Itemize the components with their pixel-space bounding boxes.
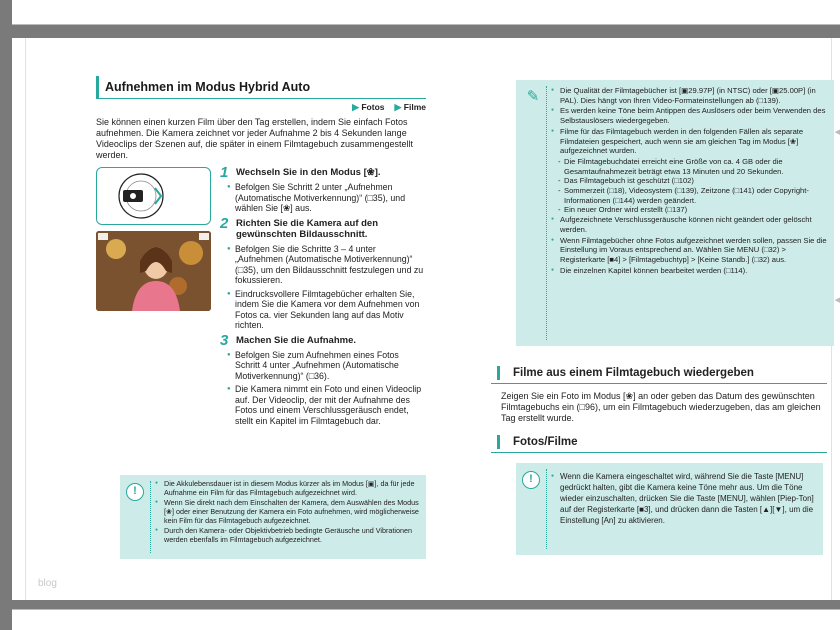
caution-box-left	[120, 475, 426, 559]
note-item: ● Filme für das Filmtagebuch werden in den folgenden Fällen als separate Filmdateien gespeichert, auch wenn sie am gleichen Tag im Modus [❀] aufgezeichnet wurden.	[550, 127, 828, 156]
step-title: Richten Sie die Kamera auf den gewünschten Bildausschnitt.	[236, 217, 379, 240]
steps-section	[96, 164, 426, 426]
note-item: ● Die Qualität der Filmtagebücher ist [▣29.97P] (in NTSC) oder [▣25.00P] (in PAL). Dies hängt von Ihren Video-Formateinstellungen ab (□139).	[550, 86, 828, 105]
caution-box-right	[516, 463, 823, 555]
left-column	[96, 76, 426, 426]
intro-paragraph: Sie können einen kurzen Film über den Tag erstellen, indem Sie einfach Fotos aufnehmen. Die Kamera zeichnet vor jeder Aufnahme 2 bis 4 Sekunden lange Videoclips der Szenen auf, die später in einem Filmtagebuch zusammengestellt werden.	[96, 117, 414, 160]
step-bullet: ● Befolgen Sie Schritt 2 unter „Aufnehmen (Automatische Motiverkennung)“ (□35), und wählen Sie [❀] aus.	[220, 182, 426, 214]
step-bullet: ● Befolgen Sie die Schritte 3 – 4 unter „Aufnehmen (Automatische Motiverkennung)“ (□35), um den Bildausschnitt festzulegen und zu fokussieren.	[220, 244, 426, 286]
note-item: ● Wenn Filmtagebücher ohne Fotos aufgezeichnet werden sollen, passen Sie die Einstellung im Voraus entsprechend an. Wählen Sie MENU (□32) > Registerkarte [■4] > [Filmtagebuchtyp] > [Keine Standb.] (□32) aus.	[550, 236, 828, 265]
note-item: ● Wenn Sie direkt nach dem Einschalten der Kamera, dem Auswählen des Modus [❀] oder einer Benutzung der Kamera ein Foto aufnehmen, wird möglicherweise kein Film für das Filmtagebuch aufgezeichnet.	[154, 498, 420, 525]
step-bullet: ● Befolgen Sie zum Aufnehmen eines Fotos Schritt 4 unter „Aufnehmen (Automatische Motiverkennung)“ (□36).	[220, 350, 426, 382]
previous-page-strip	[12, 0, 840, 25]
note-subitem: - Das Filmtagebuch ist geschützt (□102)	[550, 176, 828, 186]
mode-filme: ▶ Filme	[394, 102, 426, 112]
step-2	[220, 214, 426, 331]
tip-box-right	[516, 80, 834, 346]
next-page-strip	[12, 609, 840, 630]
step-number: 3	[220, 331, 229, 349]
document-page	[12, 38, 840, 600]
note-item: ● Durch den Kamera- oder Objektivbetrieb bedingte Geräusche und Vibrationen werden ebenfalls im Filmtagebuch aufgezeichnet.	[154, 526, 420, 544]
page-title: Aufnehmen im Modus Hybrid Auto	[96, 76, 426, 99]
step-title: Machen Sie die Aufnahme.	[236, 334, 357, 346]
note-item: ● Die einzelnen Kapitel können bearbeitet werden (□114).	[550, 266, 828, 276]
mode-dial-illustration	[96, 167, 211, 225]
step-bullet: ● Eindrucksvollere Filmtagebücher erhalten Sie, indem Sie die Kamera vor dem Aufnehmen von Fotos ca. vier Sekunden lang auf das Motiv richten.	[220, 289, 426, 331]
note-item: ● Es werden keine Töne beim Antippen des Auslösers oder beim Verwenden des Selbstauslösers wiedergegeben.	[550, 106, 828, 125]
step-number: 1	[220, 164, 229, 181]
sample-photo	[96, 231, 211, 311]
page-edge-arrow: ◀	[834, 297, 840, 304]
step-title: Wechseln Sie in den Modus [❀].	[236, 167, 381, 178]
play-paragraph: Zeigen Sie ein Foto im Modus [❀] an oder geben das Datum des gewünschten Filmtagebuchs ein (□96), um ein Filmtagebuch wiederzugeben, das am gleichen Tag erstellt wurde.	[501, 391, 821, 423]
sample-photo-image	[96, 231, 211, 311]
watermark: blog	[38, 578, 57, 589]
heading-filmtagebuch-wiedergeben: Filme aus einem Filmtagebuch wiedergeben	[491, 363, 827, 384]
step-bullet: ● Die Kamera nimmt ein Foto und einen Videoclip auf. Der Videoclip, der mit der Aufnahme des Fotos und einem Verschlussgeräusch endet, stellt ein Kapitel im Filmtagebuch dar.	[220, 384, 426, 426]
steps-list	[220, 164, 426, 426]
mode-labels	[96, 102, 426, 113]
step-number: 2	[220, 214, 229, 232]
caution-icon: !	[126, 483, 144, 501]
pencil-icon: ✎	[526, 88, 540, 105]
note-item: ● Aufgezeichnete Verschlussgeräusche können nicht geändert oder gelöscht werden.	[550, 215, 828, 234]
note-item: ● Wenn die Kamera eingeschaltet wird, während Sie die Taste [MENU] gedrückt halten, gibt die Kamera keine Töne mehr aus. Um die Töne wieder einzuschalten, drücken Sie die Taste [MENU], wählen [Piep-Ton] auf der Registerkarte [■3], und drücken dann die Tasten [▲][▼], um die Einstellung [An] zu aktivieren.	[550, 471, 817, 526]
note-subitem: - Die Filmtagebuchdatei erreicht eine Größe von ca. 4 GB oder die Gesamtaufnahmezeit beträgt etwa 13 Minuten und 20 Sekunden.	[550, 157, 828, 176]
page-edge-arrow: ◀	[834, 129, 840, 136]
heading-fotos-filme: Fotos/Filme	[491, 432, 827, 453]
mode-dial-icon	[97, 168, 209, 223]
note-item: ● Die Akkulebensdauer ist in diesem Modus kürzer als im Modus [▣], da für jede Aufnahme ein Film für das Filmtagebuch aufgezeichnet wird.	[154, 479, 420, 497]
step-3	[220, 331, 426, 427]
note-subitem: - Ein neuer Ordner wird erstellt (□137)	[550, 205, 828, 215]
step-1	[220, 164, 426, 214]
note-subitem: - Sommerzeit (□18), Videosystem (□139), Zeitzone (□141) oder Copyright-Informationen (□144) werden geändert.	[550, 186, 828, 205]
mode-fotos: ▶ Fotos	[352, 102, 385, 112]
caution-icon: !	[522, 471, 540, 489]
